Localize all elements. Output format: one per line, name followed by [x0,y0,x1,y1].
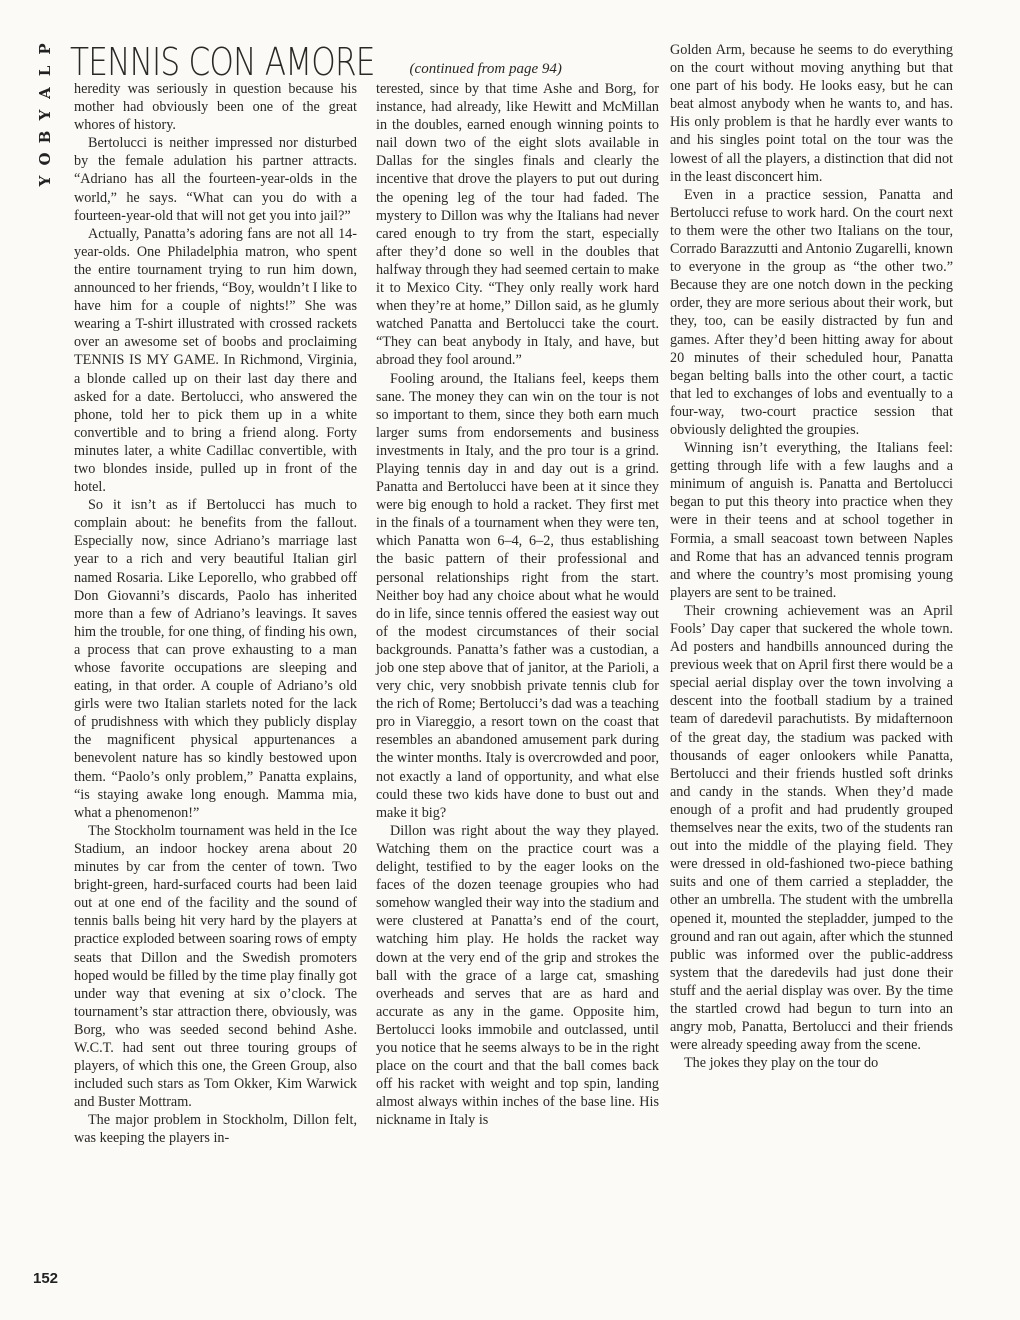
article-title: TENNIS CON AMORE [70,40,375,84]
paragraph: Dillon was right about the way they played. Watching them on the practice court was a delight, testified to by the eager looks on the faces of the dozen teenage groupies who had somehow wangled their way into the stadium and were clustered at Panatta’s end of the court, watching him play. He holds the racket way down at the very end of the grip and strokes the ball with the grace of a large cat, smashing overheads and serves that are as hard and accurate as any in the game. Opposite him, Bertolucci looks immobile and outclassed, until you notice that he seems always to be in the right place on the court and that the ball comes back off his racket with weight and top spin, landing almost always within inches of the base line. His nickname in Italy is [376,822,659,1129]
paragraph: The major problem in Stockholm, Dillon felt, was keeping the players in- [74,1112,357,1147]
masthead-letter: Y [36,109,54,121]
paragraph: So it isn’t as if Bertolucci has much to complain about: he benefits from the fallout. Especially now, since Adriano’s marriage last year to a rich and very beautiful Italian girl named Rosaria. Like Leporello, who grabbed off Don Giovanni’s discards, Paolo has inherited more than a few of Adriano’s leavings. It saves him the trouble, for one thing, of finding his own, a process that can prove exhausting to a man whose favorite occupations are sleeping and eating, in that order. A couple of Adriano’s old girls were two Italian starlets noted for the lack of prudishness with which they publicly display the magnificent physical appurtenances a benevolent nature has so kindly bestowed upon them. “Paolo’s only problem,” Panatta explains, “is staying awake long enough. Mamma mia, what a phenomenon!” [74,497,357,821]
paragraph: terested, since by that time Ashe and Borg, for instance, had already, like Hewitt and McMillan in the doubles, earned enough winning points to nail down two of the eight slots available in Dallas for the singles finals and clearly the incentive that drove the players to put out during the opening leg of the tour had faded. The mystery to Dillon was why the Italians had never cared enough to try from the start, especially after they’d done so well in the doubles that halfway through they had seemed certain to make it to Mexico City. “They only really work hard when they’re at home,” Dillon said, as he glumly watched Panatta and Bertolucci take the court. “They can beat anybody in Italy, and have, but abroad they fool around.” [376,81,659,369]
paragraph: heredity was seriously in question because his mother had obviously been one of the great whores of history. [74,81,357,134]
paragraph: Fooling around, the Italians feel, keeps them sane. The money they can win on the tour is not so important to them, since they both earn much larger sums from endorsements and business investments in Italy, and the pro tour is a grind. Playing tennis day in and day out is a grind. Panatta and Bertolucci have been at it since they were big enough to hold a racket. They first met in the finals of a tournament when they were ten, which Panatta won 6–4, 6–2, thus establishing the basic pattern of their professional and personal relationships right from the start. Neither boy had any choice about what he would do in life, since tennis offered the easiest way out of the modest circumstances of their social backgrounds. Panatta’s father was a custodian, a job one step above that of janitor, at the Parioli, a very chic, very snobbish private tennis club for the rich of Rome; Bertolucci’s dad was a teaching pro in Viareggio, a resort town on the coast that resembles an abandoned amusement park during the winter months. Italy is overcrowded and poor, not exactly a land of opportunity, and what else could these two kids have done to bust out and make it big? [376,370,659,821]
masthead-letter: B [36,130,54,144]
masthead-letter: A [36,87,54,99]
paragraph: The jokes they play on the tour do [684,1055,879,1072]
paragraph: The Stockholm tournament was held in the Ice Stadium, an indoor hockey arena about 20 minutes by car from the center of town. Two bright-green, hard-surfaced courts had been laid out at one end of the facility and the sound of tennis balls being hit very hard by the players at practice exploded between soaring rows of empty seats that Dillon and the Swedish promoters hoped would be filled by the time play finally got under way that evening at six o’clock. The tournament’s star attraction there, obviously, was Borg, who was seeded second behind Ashe. W.C.T. had sent out three touring groups of players, of which this one, the Green Group, also included such stars as Tom Okker, Kim Warwick and Buster Mottram. [74,822,357,1111]
masthead-letter: O [36,152,54,166]
masthead-letter: Y [36,175,54,187]
masthead-letter: P [36,43,54,55]
paragraph: Actually, Panatta’s adoring fans are not all 14-year-olds. One Philadelphia matron, who spent the entire tournament trying to run him down, announced to her friends, “Boy, wouldn’t I like to have him for a couple of nights!” She was wearing a T-shirt illustrated with crossed rackets over an awesome set of boobs and proclaiming TENNIS IS MY GAME. In Richmond, Virginia, a blonde called up on their last day there and asked for a date. Bertolucci, who answered the phone, told her to pick them up in a white convertible and to bring a friend along. Forty minutes later, a white Cadillac convertible, with two blondes inside, pulled up in front of the hotel. [74,225,357,496]
continued-note: (continued from page 94) [409,61,562,77]
text-column-3 [670,41,953,1072]
paragraph: Their crowning achievement was an April Fools’ Day caper that suckered the whole town. Ad posters and handbills announced during the previous week that on April first there would be a special aerial display over the town involving a descent into the football stadium by a trained team of daredevil parachutists. By midafternoon of the great day, the stadium was packed with thousands of eager onlookers while Panatta, Bertolucci and their friends hustled soft drinks and candy in the stands. When they’d made enough of a profit and had prudently grouped themselves near the exits, two of the students ran out into the middle of the playing field. They were dressed in old-fashioned two-piece bathing suits and one of them carried a stepladder, the other an umbrella. The student with the umbrella opened it, mounted the stepladder, jumped to the ground and ran out again, after which the stunned public was informed over the public-address system that the daredevils had just done their stuff and the aerial display was over. By the time the startled crowd had begun to turn into an angry mob, Panatta, Bertolucci and their friends were already speeding away from the scene. [670,602,953,1054]
text-column-1 [74,80,357,1148]
paragraph: Winning isn’t everything, the Italians feel: getting through life with a few laughs and a minimum of anguish is. Panatta and Bertolucci began to put this theory into practice when they were in their teens and at school together in Formia, a small seacoast town between Naples and Rome that has an advanced tennis program and where the country’s most promising young players are sent to be trained. [670,440,953,601]
paragraph: Even in a practice session, Panatta and Bertolucci refuse to work hard. On the court next to them were the other two Italians on the tour, Corrado Barazzutti and Antonio Zugarelli, known to everyone in the group as “the other two.” Because they are one notch down in the pecking order, they are more serious about their work, but they, too, can be easily distracted by fun and games. After they’d been hitting away for about 20 minutes of their scheduled hour, Panatta began belting balls into the other court, a tactic that led to exchanges of lobs and eventually to a four-way, two-court practice session that obviously delighted the groupies. [670,186,953,438]
masthead-letter: L [36,65,54,77]
article-headline [70,34,562,82]
page-number: 152 [33,1270,59,1287]
paragraph: Bertolucci is neither impressed nor disturbed by the female adulation his partner attracts. “Adriano has all the fourteen-year-olds in the world,” he says. “What can you do with a fourteen-year-old that will not get you into jail?” [74,135,357,224]
paragraph: Golden Arm, because he seems to do everything on the court without moving anything but that one part of his body. He looks easy, but he can beat almost anybody when he wants to, and has. His only problem is that he hardly ever wants to and his singles point total on the tour was the lowest of all the players, a distinction that did not in the least disconcert him. [670,42,953,185]
text-column-2 [376,80,659,1129]
magazine-masthead [33,38,57,192]
